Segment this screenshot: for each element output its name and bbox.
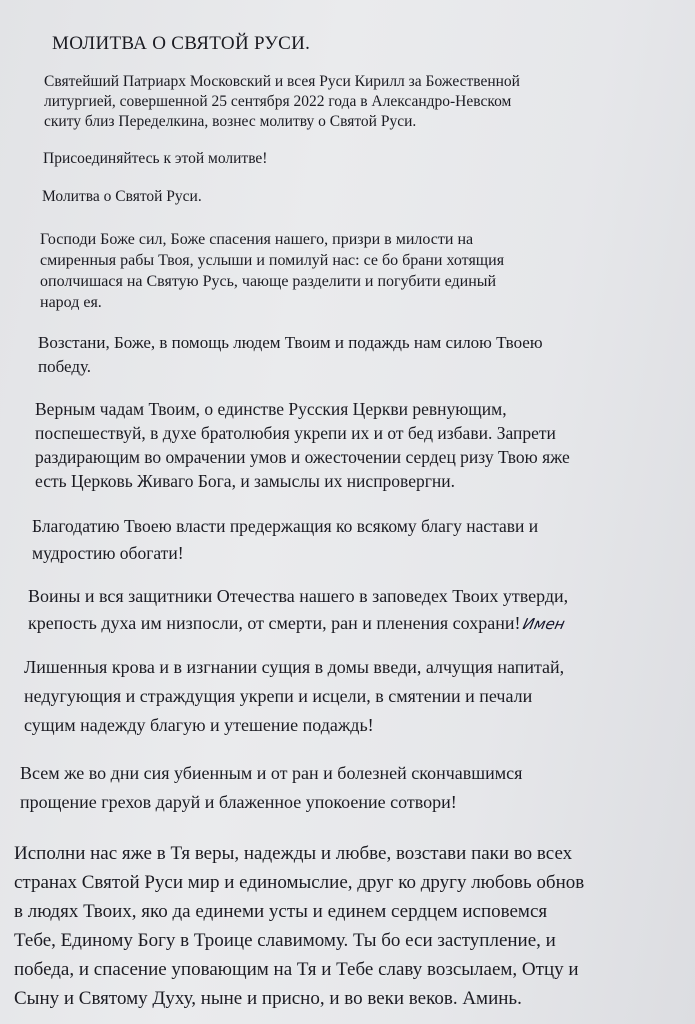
prayer-paragraph-7 bbox=[20, 759, 522, 817]
prayer-paragraph-1 bbox=[40, 229, 504, 313]
text-line-content: крепость духа им низпосли, от смерти, ран и пленения сохрани! bbox=[28, 613, 521, 633]
prayer-paragraph-3 bbox=[35, 397, 570, 493]
text-line: Благодатию Твоею власти предержащия ко всякому благу настави и bbox=[32, 516, 539, 536]
text-line: сущим надежду благую и утешение подаждь! bbox=[24, 715, 374, 735]
text-line: победа, и спасение уповающим на Тя и Тебе славу возсылаем, Отцу и bbox=[14, 959, 579, 980]
text-line: прощение грехов даруй и блаженное упокоение сотвори! bbox=[20, 792, 457, 812]
document-title: МОЛИТВА О СВЯТОЙ РУСИ. bbox=[52, 33, 311, 54]
text-line: Всем же во дни сия убиенным и от ран и болезней скончавшимся bbox=[20, 763, 523, 783]
text-line: поспешествуй, в духе братолюбия укрепи их и от бед избави. Запрети bbox=[35, 423, 556, 443]
call-to-join: Присоединяйтесь к этой молитве! bbox=[43, 150, 268, 167]
prayer-paragraph-6 bbox=[24, 653, 564, 740]
text-line: в людях Твоих, яко да единеми усты и единем сердцем исповемся bbox=[14, 901, 548, 922]
text-line: победу. bbox=[38, 357, 92, 376]
prayer-paragraph-4 bbox=[32, 513, 538, 567]
text-line: Возстани, Боже, в помощь людем Твоим и подаждь нам силою Твоею bbox=[38, 333, 543, 352]
text-line: мудростию обогати! bbox=[32, 543, 184, 563]
text-line: народ ея. bbox=[40, 294, 102, 311]
prayer-paragraph-2 bbox=[38, 331, 543, 379]
text-line: Сыну и Святому Духу, ныне и присно, и во веки веков. Аминь. bbox=[14, 988, 522, 1009]
text-line: Воины и вся защитники Отечества нашего в заповедех Твоих утверди, bbox=[28, 586, 569, 606]
intro-line: литургией, совершенной 25 сентября 2022 года в Александро-Невском bbox=[44, 93, 512, 110]
text-line: Господи Боже сил, Боже спасения нашего, призри в милости на bbox=[40, 231, 474, 248]
text-line: Тебе, Единому Богу в Троице славимому. Ты бо еси заступление, и bbox=[14, 930, 556, 951]
intro-paragraph bbox=[44, 72, 520, 132]
prayer-paragraph-5 bbox=[28, 583, 568, 638]
text-line: ополчишася на Святую Русь, чающе разделити и погубити единый bbox=[40, 273, 497, 290]
text-line: Верным чадам Твоим, о единстве Русския Церкви ревнующим, bbox=[35, 399, 507, 419]
text-line: Лишенныя крова и в изгнании сущия в домы введи, алчущия напитай, bbox=[24, 657, 565, 677]
text-line: раздирающим во омрачении умов и ожесточении сердец ризу Твою яже bbox=[35, 447, 570, 467]
text-line: странах Святой Руси мир и единомыслие, друг ко другу любовь обнов bbox=[14, 872, 585, 893]
text-line: смиренныя рабы Твоя, услыши и помилуй нас: се бо брани хотящия bbox=[40, 252, 505, 269]
text-line bbox=[28, 610, 568, 638]
prayer-paragraph-8 bbox=[14, 839, 584, 1013]
text-line: Исполни нас яже в Тя веры, надежды и любве, возстави паки во всех bbox=[14, 843, 573, 864]
intro-line: Святейший Патриарх Московский и всея Руси Кирилл за Божественной bbox=[44, 73, 520, 90]
text-line: недугующия и страждущия укрепи и исцели, в смятении и печали bbox=[24, 686, 533, 706]
intro-line: скиту близ Переделкина, вознес молитву о Святой Руси. bbox=[44, 113, 417, 130]
handwritten-note: Имен bbox=[521, 615, 568, 633]
text-line: есть Церковь Живаго Бога, и замыслы их ниспровергни. bbox=[35, 471, 456, 491]
prayer-heading: Молитва о Святой Руси. bbox=[42, 188, 202, 205]
